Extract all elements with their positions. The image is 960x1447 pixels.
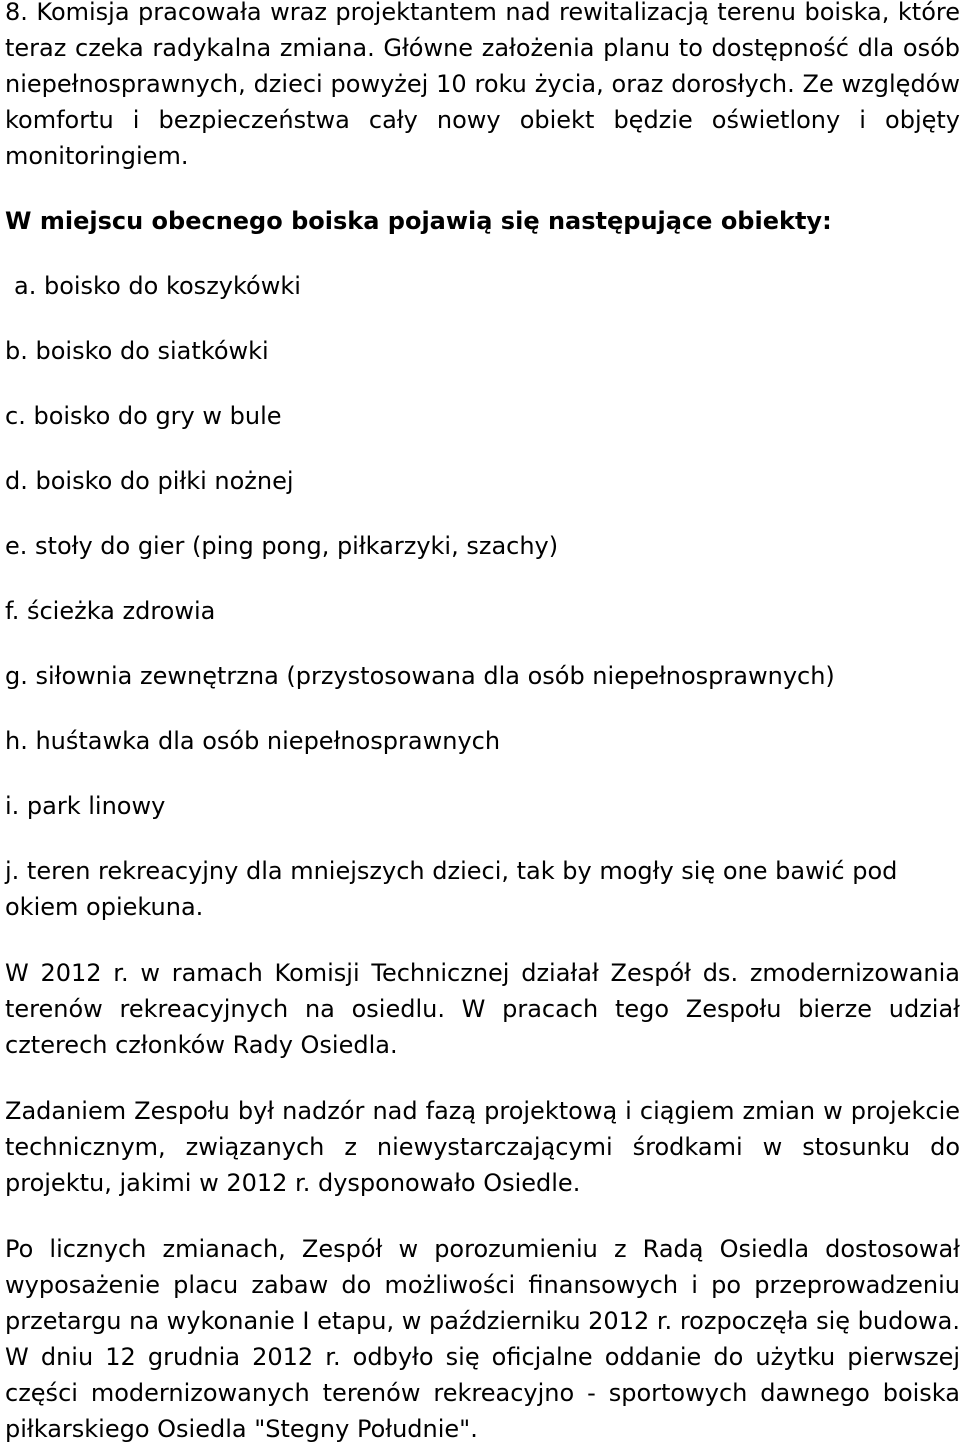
list-item-i: i. park linowy (5, 792, 166, 820)
task-paragraph: Zadaniem Zespołu był nadzór nad fazą projektową i ciągiem zmian w projekcie technicznym, związanych z niewystarczającymi środkami w stosunku do projektu, jakimi w 2012 r. dysponowało Osiedle. (5, 1097, 960, 1197)
list-item-j: j. teren rekreacyjny dla mniejszych dzieci, tak by mogły się one bawić pod okiem opiekuna. (5, 857, 898, 921)
document-page (5, 0, 960, 1447)
list-item-d: d. boisko do piłki nożnej (5, 467, 294, 495)
team-paragraph: W 2012 r. w ramach Komisji Technicznej działał Zespół ds. zmodernizowania terenów rekreacyjnych na osiedlu. W pracach tego Zespołu bierze udział czterech członków Rady Osiedla. (5, 959, 960, 1059)
list-item-g: g. siłownia zewnętrzna (przystosowana dla osób niepełnosprawnych) (5, 662, 835, 690)
list-item-b: b. boisko do siatkówki (5, 337, 269, 365)
list-item-h: h. huśtawka dla osób niepełnosprawnych (5, 727, 501, 755)
list-item-f: f. ścieżka zdrowia (5, 597, 216, 625)
list-item-c: c. boisko do gry w bule (5, 402, 282, 430)
changes-paragraph: Po licznych zmianach, Zespół w porozumieniu z Radą Osiedla dostosował wyposażenie placu zabaw do możliwości finansowych i po przeprowadzeniu przetargu na wykonanie I etapu, w październiku 2012 r. rozpoczęła się budowa. W dniu 12 grudnia 2012 r. odbyło się oficjalne oddanie do użytku pierwszej części modernizowanych terenów rekreacyjno - sportowych dawnego boiska piłkarskiego Osiedla "Stegny Południe". (5, 1235, 960, 1443)
intro-paragraph: 8. Komisja pracowała wraz projektantem nad rewitalizacją terenu boiska, które teraz czeka radykalna zmiana. Główne założenia planu to dostępność dla osób niepełnosprawnych, dzieci powyżej 10 roku życia, oraz dorosłych. Ze względów komfortu i bezpieczeństwa cały nowy obiekt będzie oświetlony i objęty monitoringiem. (5, 0, 960, 170)
list-item-a: a. boisko do koszykówki (14, 272, 301, 300)
list-item-e: e. stoły do gier (ping pong, piłkarzyki, szachy) (5, 532, 559, 560)
objects-heading: W miejscu obecnego boiska pojawią się następujące obiekty: (5, 207, 832, 235)
